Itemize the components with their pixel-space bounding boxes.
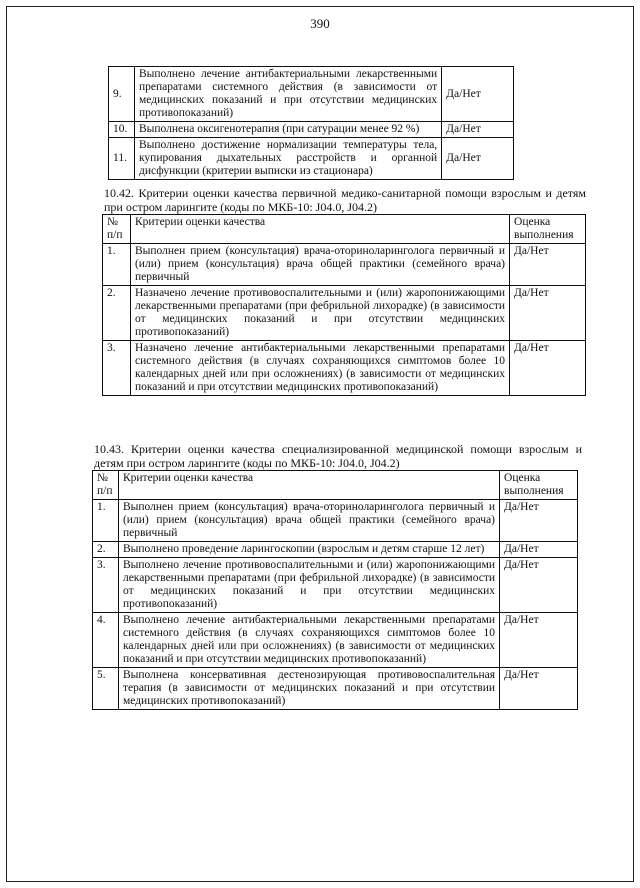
table-row <box>103 244 586 286</box>
column-header-criteria: Критерии оценки качества <box>118 471 499 500</box>
table-row <box>103 286 586 341</box>
criteria-table-10-42 <box>102 214 586 396</box>
row-number: 2. <box>103 286 131 341</box>
table-row <box>103 341 586 396</box>
score-value: Да/Нет <box>442 67 514 122</box>
section-heading-10-42: 10.42. Критерии оценки качества первичной медико-санитарной помощи взрослым и детям при остром ларингите (коды по МКБ-10: J04.0, J04.2) <box>104 186 586 214</box>
row-number: 5. <box>93 668 119 710</box>
row-number: 3. <box>93 558 119 613</box>
criterion-text: Выполнено проведение ларингоскопии (взрослым и детям старше 12 лет) <box>118 542 499 558</box>
score-value: Да/Нет <box>510 286 586 341</box>
table-row <box>109 138 514 180</box>
column-header-number: № п/п <box>103 215 131 244</box>
section-heading-10-43: 10.43. Критерии оценки качества специализированной медицинской помощи взрослым и детям при остром ларингите (коды по МКБ-10: J04.0, J04.2) <box>94 442 582 470</box>
score-value: Да/Нет <box>500 668 578 710</box>
row-number: 4. <box>93 613 119 668</box>
page-number: 390 <box>310 16 330 31</box>
row-number: 1. <box>93 500 119 542</box>
criterion-text: Выполнена оксигенотерапия (при сатурации менее 92 %) <box>134 122 441 138</box>
table-header-row <box>103 215 586 244</box>
row-number: 11. <box>109 138 135 180</box>
criterion-text: Выполнено лечение антибактериальными лекарственными препаратами системного действия (в зависимости от медицинских показаний и при отсутствии медицинских противопоказаний) <box>134 67 441 122</box>
table-row <box>109 122 514 138</box>
score-value: Да/Нет <box>510 341 586 396</box>
criterion-text: Выполнено лечение антибактериальными лекарственными препаратами системного действия (в случаях сохраняющихся симптомов более 10 календарных дней или при осложнениях) (в зависимости от медицинских показаний и при отсутствии медицинских противопоказаний) <box>118 613 499 668</box>
criterion-text: Выполнена консервативная дестенозирующая противовоспалительная терапия (в зависимости от медицинских показаний и при отсутствии медицинских противопоказаний) <box>118 668 499 710</box>
score-value: Да/Нет <box>442 138 514 180</box>
criterion-text: Выполнено лечение противовоспалительными и (или) жаропонижающими лекарственными препаратами (при фебрильной лихорадке) (в зависимости от медицинских показаний и при отсутствии медицинских противопоказаний) <box>118 558 499 613</box>
row-number: 2. <box>93 542 119 558</box>
criteria-table-continued <box>108 66 514 180</box>
table-row <box>93 613 578 668</box>
score-value: Да/Нет <box>442 122 514 138</box>
score-value: Да/Нет <box>510 244 586 286</box>
table-row <box>109 67 514 122</box>
table-header-row <box>93 471 578 500</box>
row-number: 9. <box>109 67 135 122</box>
column-header-criteria: Критерии оценки качества <box>130 215 509 244</box>
score-value: Да/Нет <box>500 613 578 668</box>
row-number: 10. <box>109 122 135 138</box>
criterion-text: Назначено лечение антибактериальными лекарственными препаратами системного действия (в случаях сохраняющихся симптомов более 10 календарных дней или при осложнениях) (в зависимости от медицинских показаний и при отсутствии медицинских противопоказаний) <box>130 341 509 396</box>
table-row <box>93 668 578 710</box>
row-number: 1. <box>103 244 131 286</box>
score-value: Да/Нет <box>500 500 578 542</box>
criterion-text: Выполнен прием (консультация) врача-оториноларинголога первичный и (или) прием (консультация) врача общей практики (семейного врача) первичный <box>118 500 499 542</box>
column-header-score: Оценка выполнения <box>510 215 586 244</box>
score-value: Да/Нет <box>500 558 578 613</box>
criterion-text: Выполнен прием (консультация) врача-оториноларинголога первичный и (или) прием (консультация) врача общей практики (семейного врача) первичный <box>130 244 509 286</box>
column-header-number: № п/п <box>93 471 119 500</box>
table-row <box>93 542 578 558</box>
row-number: 3. <box>103 341 131 396</box>
table-row <box>93 500 578 542</box>
criterion-text: Выполнено достижение нормализации температуры тела, купирования дыхательных расстройств и органной дисфункции (критерии выписки из стационара) <box>134 138 441 180</box>
criteria-table-10-43 <box>92 470 578 710</box>
column-header-score: Оценка выполнения <box>500 471 578 500</box>
table-row <box>93 558 578 613</box>
score-value: Да/Нет <box>500 542 578 558</box>
criterion-text: Назначено лечение противовоспалительными и (или) жаропонижающими лекарственными препаратами (при фебрильной лихорадке) (в зависимости от медицинских показаний и при отсутствии медицинских противопоказаний) <box>130 286 509 341</box>
